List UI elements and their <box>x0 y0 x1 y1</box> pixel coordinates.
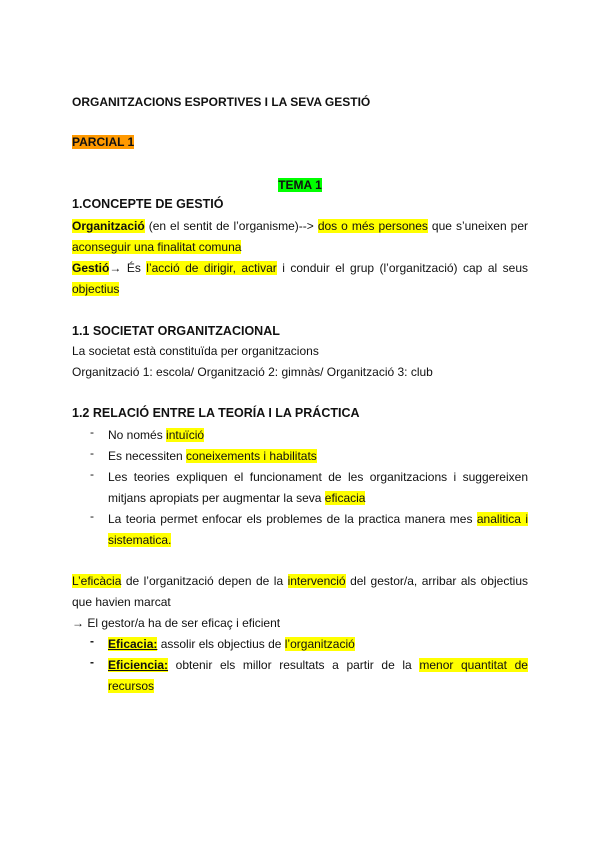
section-1-heading: 1.CONCEPTE DE GESTIÓ <box>72 197 224 211</box>
eficacia-paragraph-line-2: que havien marcat <box>72 595 171 609</box>
bullet-dash: - <box>90 467 94 481</box>
gestio-highlight: l’acció de dirigir, activar <box>146 261 277 275</box>
recursos-highlight: recursos <box>108 679 155 693</box>
bullet-3-line-2 <box>108 488 528 508</box>
gestor-line: → El gestor/a ha de ser eficaç i eficient <box>72 616 281 630</box>
document-title: ORGANITZACIONS ESPORTIVES I LA SEVA GESTIÓ <box>72 95 371 109</box>
bullet-dash: - <box>90 425 94 439</box>
eficiencia-bullet-line-1 <box>108 655 528 675</box>
bullet-4-highlight: analitica i <box>476 512 528 526</box>
tema-heading <box>72 175 528 195</box>
societat-line-2: Organització 1: escola/ Organització 2: gimnàs/ Organització 3: club <box>72 365 433 379</box>
organitzacio-highlight: dos o més persones <box>317 219 428 233</box>
eficiencia-bullet-line-2 <box>108 676 528 696</box>
bullet-1 <box>108 425 528 445</box>
gestio-text-a: → És <box>109 261 147 275</box>
bullet-3-highlight: eficacia <box>324 491 366 505</box>
organitzacio-line-2 <box>72 237 528 257</box>
gestio-line-2 <box>72 279 528 299</box>
bullet-4-highlight-2: sistematica. <box>108 533 172 547</box>
bullet-1-highlight: intuïció <box>166 428 205 442</box>
bullet-dash: - <box>90 655 94 669</box>
menor-quantitat-highlight: menor quantitat de <box>419 658 528 672</box>
bullet-dash: - <box>90 634 94 648</box>
eficiencia-bullet-text: obtenir els millor resultats a partir de la <box>168 658 420 672</box>
organitzacio-highlight-2: aconseguir una finalitat comuna <box>72 240 242 254</box>
bullet-2-highlight: coneixements i habilitats <box>186 449 317 463</box>
eficacia-text-d: del gestor/a, arribar als objectius <box>345 574 528 588</box>
organitzacio-text-c: que s’uneixen per <box>427 219 528 233</box>
eficacia-paragraph-line-1 <box>72 571 528 591</box>
section-1-2-heading: 1.2 RELACIÓ ENTRE LA TEORÍA I LA PRÁCTICA <box>72 406 360 420</box>
eficiencia-term: Eficiencia: <box>108 658 169 672</box>
gestio-text-c: i conduir el grup (l’organització) cap al seus <box>276 261 528 275</box>
eficacia-term: Eficacia: <box>108 637 158 651</box>
bullet-2-text: Es necessiten <box>108 449 187 463</box>
parcial-heading <box>72 132 528 152</box>
eficacia-bullet-text: assolir els objectius de <box>157 637 285 651</box>
bullet-1-text: No només <box>108 428 167 442</box>
societat-line-1: La societat està constituïda per organitzacions <box>72 344 319 358</box>
organitzacio-term: Organització <box>72 219 145 233</box>
gestio-line-1 <box>72 258 528 278</box>
organitzacio-line-1 <box>72 216 528 236</box>
bullet-4-line-2 <box>108 530 528 550</box>
bullet-dash: - <box>90 446 94 460</box>
eficacia-highlight: L’eficàcia <box>72 574 122 588</box>
organitzacio-text-a: (en el sentit de l’organisme)--> <box>144 219 318 233</box>
bullet-3-line-1: Les teories expliquen el funcionament de les organitzacions i suggereixen <box>108 470 528 484</box>
section-1-1-heading: 1.1 SOCIETAT ORGANITZACIONAL <box>72 324 280 338</box>
bullet-4-text: La teoria permet enfocar els problemes de la practica manera mes <box>108 512 477 526</box>
bullet-dash: - <box>90 509 94 523</box>
bullet-2 <box>108 446 528 466</box>
eficacia-bullet <box>108 634 528 654</box>
intervencio-highlight: intervenció <box>287 574 346 588</box>
gestio-term: Gestió <box>72 261 110 275</box>
organitzacio-bullet-highlight: l’organització <box>284 637 355 651</box>
bullet-3-text: mitjans apropiats per augmentar la seva <box>108 491 325 505</box>
tema-label: TEMA 1 <box>278 178 322 192</box>
bullet-4-line-1 <box>108 509 528 529</box>
parcial-label: PARCIAL 1 <box>72 135 135 149</box>
gestio-highlight-2: objectius <box>72 282 120 296</box>
eficacia-text-b: de l’organització depen de la <box>121 574 288 588</box>
